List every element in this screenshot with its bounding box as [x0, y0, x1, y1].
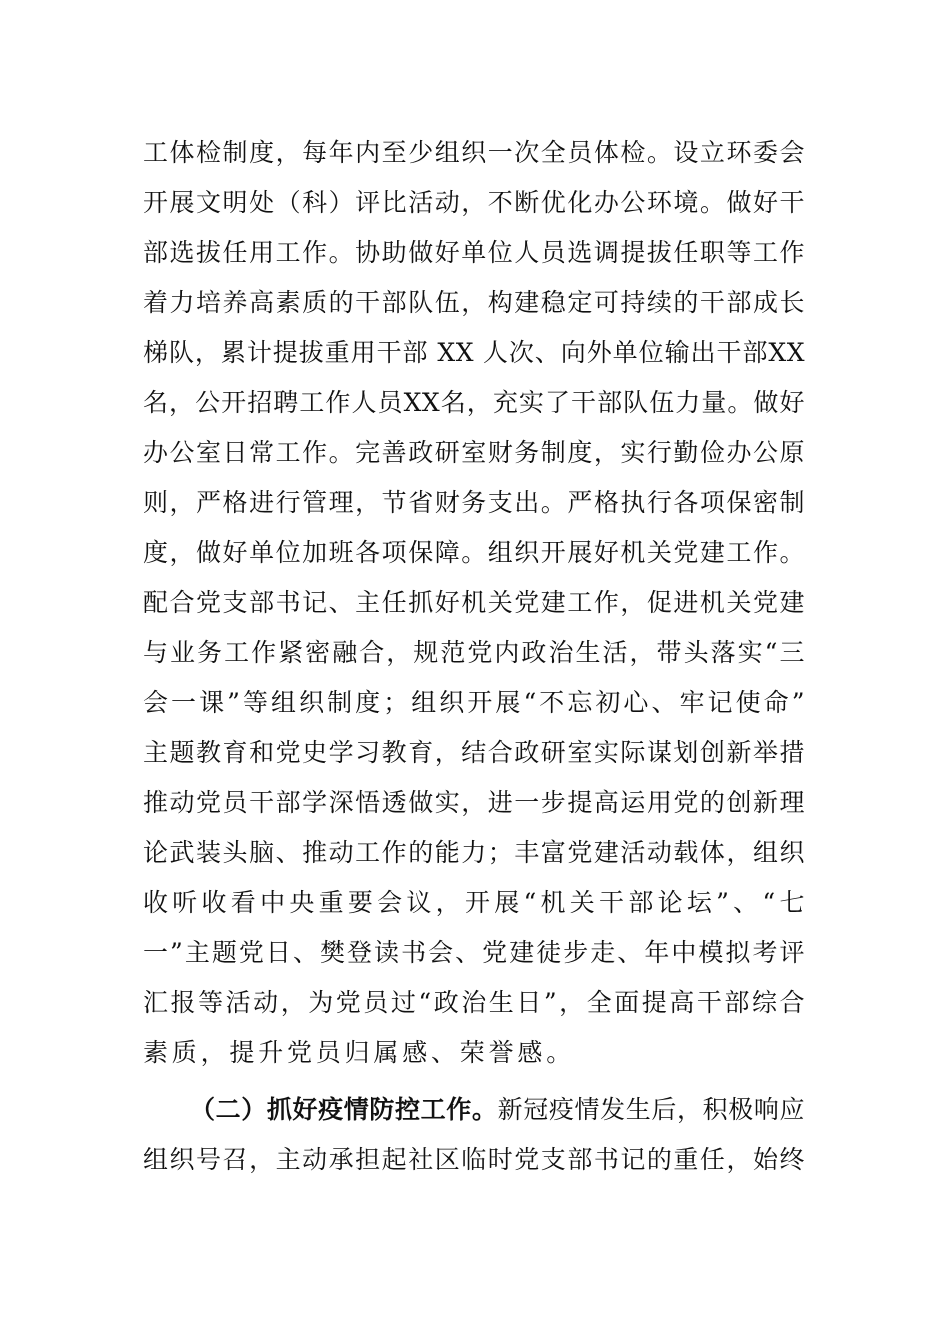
text-line: 部选拔任用工作。协助做好单位人员选调提拔任职等工作: [143, 238, 805, 267]
text-line: 论武装头脑、推动工作的能力；丰富党建活动载体，组织: [143, 838, 805, 867]
text-line: 着力培养高素质的干部队伍，构建稳定可持续的干部成长: [143, 288, 805, 317]
text-line: 则，严格进行管理，节省财务支出。严格执行各项保密制: [143, 488, 805, 517]
section-heading-rest: 新冠疫情发生后，积极响应: [497, 1095, 805, 1124]
text-line: 汇报等活动，为党员过“政治生日”，全面提高干部综合: [143, 988, 805, 1017]
text-line: 素质，提升党员归属感、荣誉感。: [143, 1038, 576, 1067]
text-line: 收听收看中央重要会议，开展“机关干部论坛”、“七: [143, 888, 805, 917]
text-line: 一”主题党日、樊登读书会、党建徒步走、年中模拟考评: [143, 938, 805, 967]
section-heading: （二）抓好疫情防控工作。: [190, 1095, 498, 1124]
text-line: 组织号召，主动承担起社区临时党支部书记的重任，始终: [143, 1145, 805, 1174]
text-line: 推动党员干部学深悟透做实，进一步提高运用党的创新理: [143, 788, 805, 817]
text-line: 配合党支部书记、主任抓好机关党建工作，促进机关党建: [143, 588, 805, 617]
text-line: 开展文明处（科）评比活动，不断优化办公环境。做好干: [143, 188, 805, 217]
text-line: 会一课”等组织制度；组织开展“不忘初心、牢记使命”: [143, 688, 805, 717]
text-line: 梯队，累计提拔重用干部 XX 人次、向外单位输出干部XX: [143, 338, 805, 367]
text-line: 名，公开招聘工作人员XX名，充实了干部队伍力量。做好: [143, 388, 805, 417]
text-line: 办公室日常工作。完善政研室财务制度，实行勤俭办公原: [143, 438, 805, 467]
text-line: 度，做好单位加班各项保障。组织开展好机关党建工作。: [143, 538, 805, 567]
section-heading-line: [190, 1090, 805, 1130]
text-line: 工体检制度，每年内至少组织一次全员体检。设立环委会: [143, 138, 805, 167]
text-line: 与业务工作紧密融合，规范党内政治生活，带头落实“三: [143, 638, 805, 667]
text-line: 主题教育和党史学习教育，结合政研室实际谋划创新举措: [143, 738, 805, 767]
